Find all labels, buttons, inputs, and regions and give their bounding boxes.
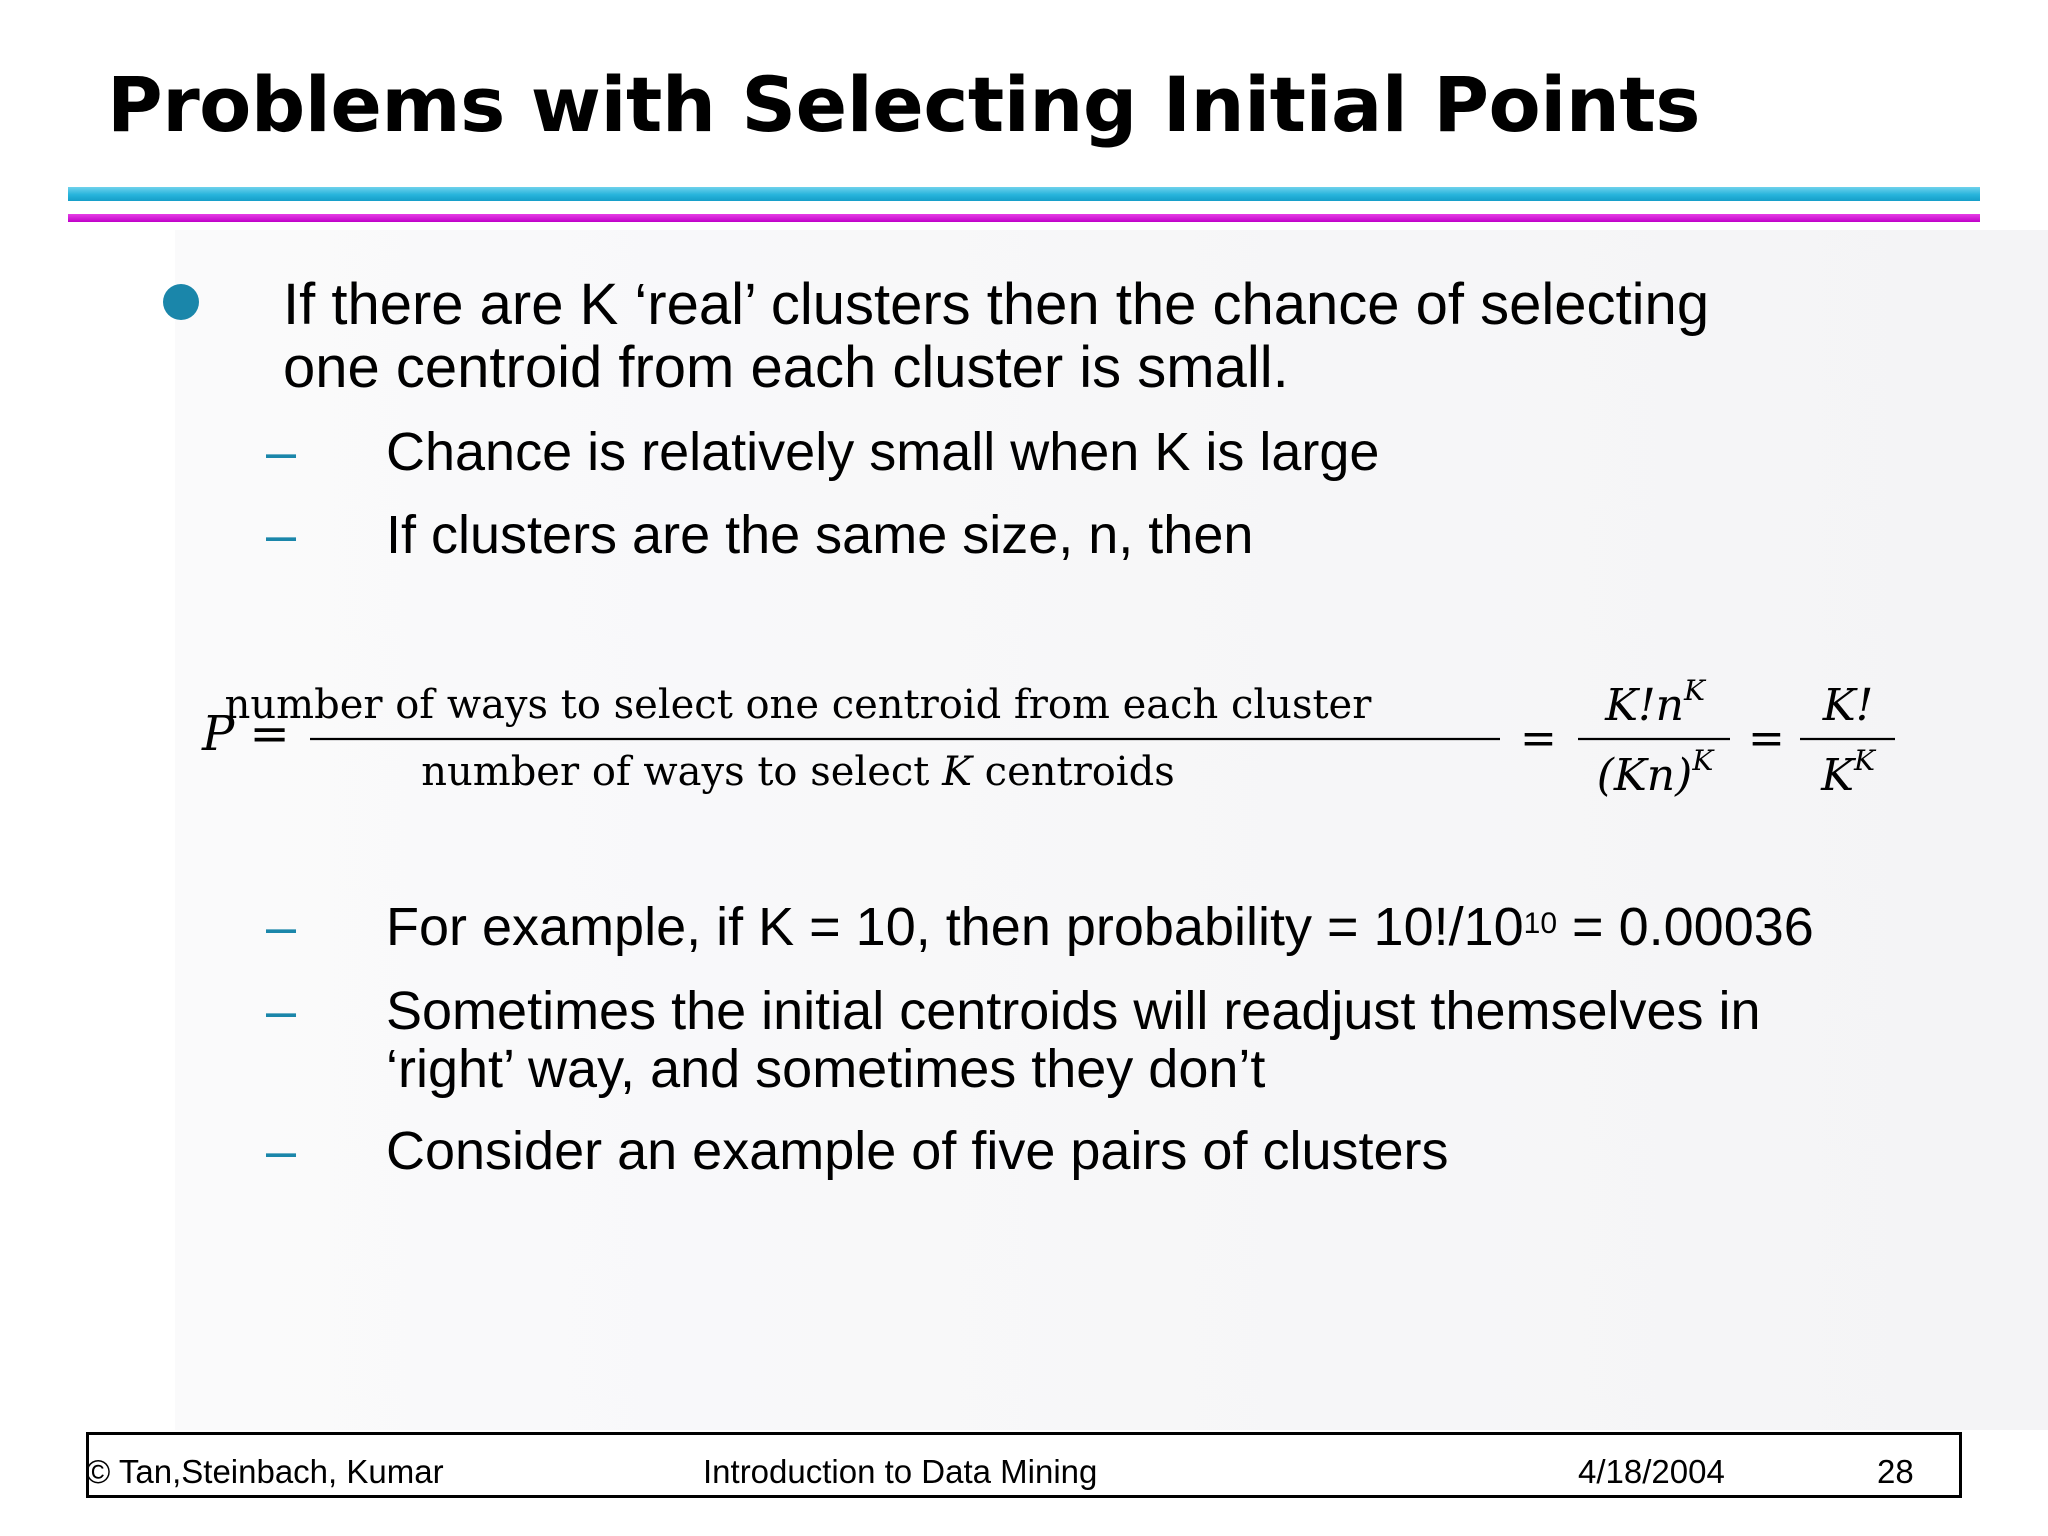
dash-icon: – (266, 981, 297, 1041)
footer-book-title: Introduction to Data Mining (703, 1453, 1098, 1490)
footer-authors: © Tan,Steinbach, Kumar (86, 1453, 444, 1490)
footer-date: 4/18/2004 (1578, 1453, 1725, 1490)
content-background (175, 230, 2048, 1430)
sub-item-same-size: If clusters are the same size, n, then (386, 505, 1254, 565)
fraction-2-numerator: $K!n^K$ (1605, 674, 1705, 731)
formula-equals-2: = (1748, 713, 1785, 764)
formula-numerator: number of ways to select one centroid from each cluster (224, 682, 1372, 728)
sub-item-consider: Consider an example of five pairs of clusters (386, 1121, 1449, 1181)
dash-icon: – (266, 422, 297, 482)
fraction-3-numerator: K! (1822, 680, 1874, 731)
sub-item-sometimes-line-2: ‘right’ way, and sometimes they don’t (386, 1039, 1266, 1099)
fraction-3-denominator: $K^K$ (1821, 744, 1875, 801)
bullet-dot-icon (163, 284, 199, 320)
probability-formula (200, 665, 1900, 815)
bullet-line-1: If there are K ‘real’ clusters then the chance of selecting (283, 272, 1710, 337)
formula-lhs: P = (202, 706, 290, 762)
dash-icon: – (266, 1121, 297, 1181)
sub-item-chance: Chance is relatively small when K is large (386, 422, 1380, 482)
formula-denominator: number of ways to select K centroids (421, 749, 1175, 795)
sub-item-example: For example, if K = 10, then probability = $10!/10^{10} = 0.00036$ (386, 897, 1814, 957)
footer-page-number: 28 (1877, 1453, 1914, 1490)
dash-icon: – (266, 505, 297, 565)
title-rule-magenta (68, 214, 1980, 222)
slide-title: Problems with Selecting Initial Points (107, 60, 1700, 149)
sub-item-sometimes-line-1: Sometimes the initial centroids will readjust themselves in (386, 981, 1761, 1041)
dash-icon: – (266, 897, 297, 957)
formula-equals-1: = (1520, 713, 1557, 764)
bullet-line-2: one centroid from each cluster is small. (283, 335, 1289, 400)
fraction-2-denominator: $(Kn)^K$ (1596, 744, 1714, 801)
title-rule-cyan (68, 187, 1980, 201)
